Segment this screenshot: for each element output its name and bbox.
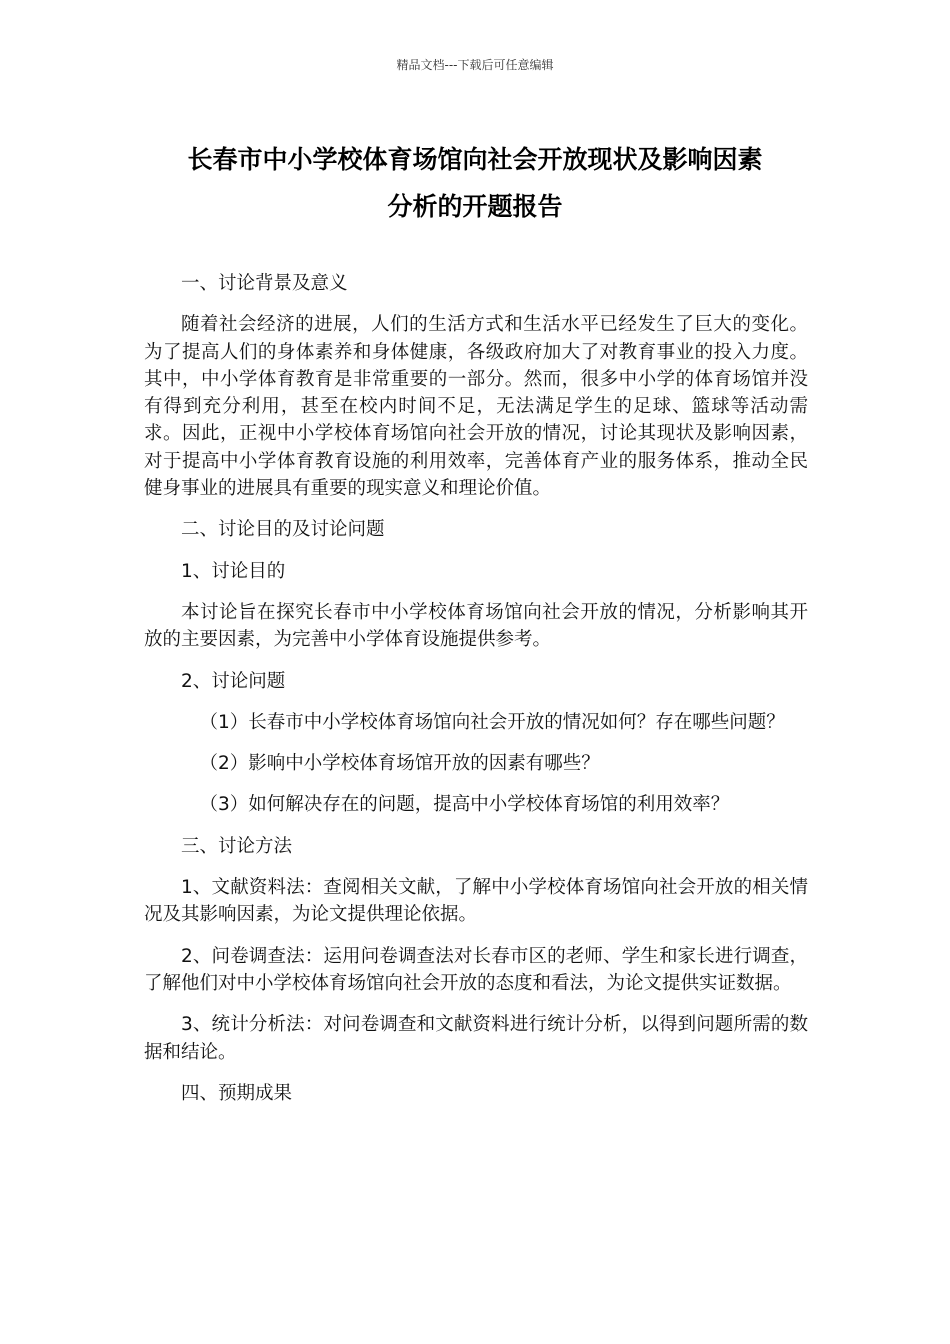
question-item-3: （3）如何解决存在的问题，提高中小学校体育场馆的利用效率？ [199,794,730,816]
question-item-1: （1）长春市中小学校体育场馆向社会开放的情况如何？存在哪些问题？ [199,711,785,733]
section-2-sub2-heading: 2、讨论问题 [181,670,286,692]
method-item-2: 2、问卷调查法：运用问卷调查法对长春市区的老师、学生和家长进行调查，了解他们对中小学校体育场馆向社会开放的态度和看法，为论文提供实证数据。 [144,945,808,994]
title-line-1: 长春市中小学校体育场馆向社会开放现状及影响因素 [187,145,763,174]
section-2-sub1-paragraph: 本讨论旨在探究长春市中小学校体育场馆向社会开放的情况，分析影响其开放的主要因素，为完善中小学体育设施提供参考。 [144,601,808,651]
section-3-heading: 三、讨论方法 [181,835,293,857]
section-2-sub1-heading: 1、讨论目的 [181,560,286,582]
header-note: 精品文档---下载后可任意编辑 [396,58,554,72]
method-item-1: 1、文献资料法：查阅相关文献，了解中小学校体育场馆向社会开放的相关情况及其影响因素，为论文提供理论依据。 [144,877,808,926]
section-1-paragraph: 随着社会经济的进展，人们的生活方式和生活水平已经发生了巨大的变化。为了提高人们的身体素养和身体健康，各级政府加大了对教育事业的投入力度。其中，中小学体育教育是非常重要的一部分。然而，很多中小学的体育场馆并没有得到充分利用，甚至在校内时间不足，无法满足学生的足球、篮球等活动需求。因此，正视中小学校体育场馆向社会开放的情况，讨论其现状及影响因素，对于提高中小学体育教育设施的利用效率，完善体育产业的服务体系，推动全民健身事业的进展具有重要的现实意义和理论价值。 [144,314,808,500]
question-item-2: （2）影响中小学校体育场馆开放的因素有哪些？ [199,753,600,775]
document-title [120,136,830,230]
method-item-3: 3、统计分析法：对问卷调查和文献资料进行统计分析，以得到问题所需的数据和结论。 [144,1014,808,1063]
title-line-2: 分析的开题报告 [387,192,563,221]
section-2-heading: 二、讨论目的及讨论问题 [181,519,385,541]
section-1-heading: 一、讨论背景及意义 [181,273,348,294]
section-4-heading: 四、预期成果 [181,1082,293,1104]
document-body [144,270,808,1121]
